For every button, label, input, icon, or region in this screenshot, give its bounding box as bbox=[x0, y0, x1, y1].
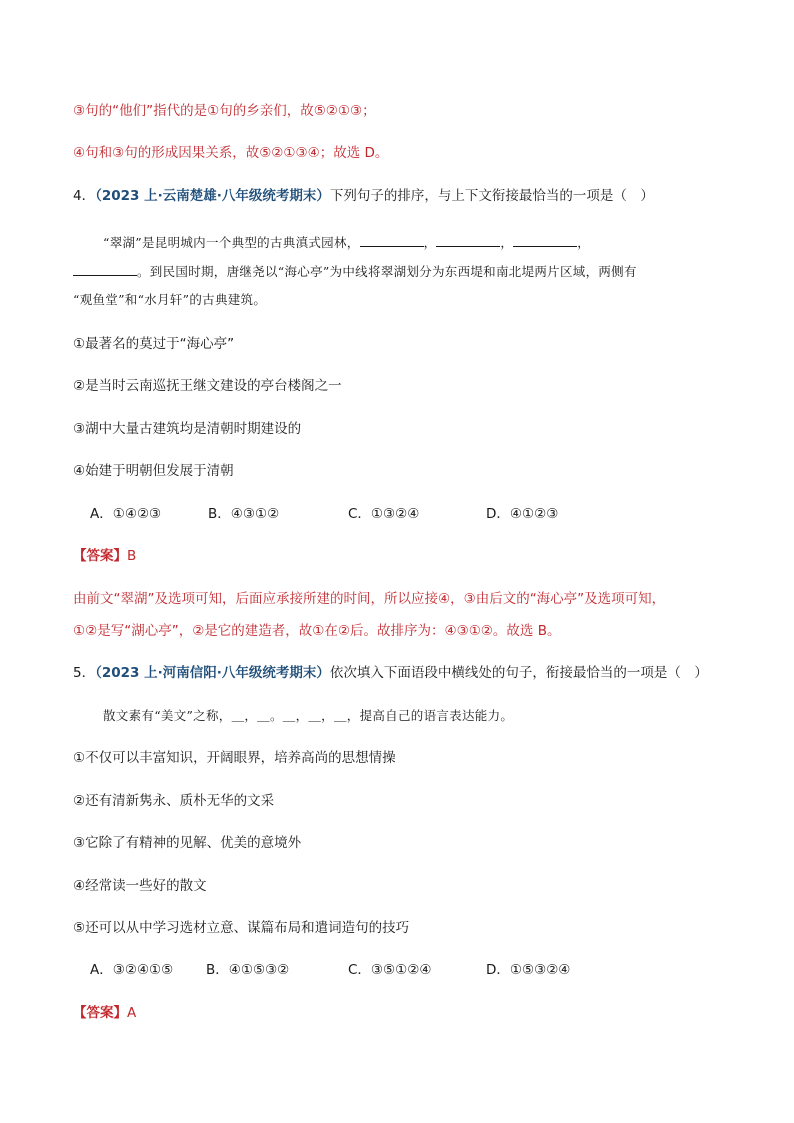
q3-analysis-line-1: ③句的“他们”指代的是①句的乡亲们，故⑤②①③； bbox=[73, 103, 376, 119]
q5-answer bbox=[73, 1003, 754, 1023]
q4-options bbox=[90, 504, 754, 524]
q4-item-1: ①最著名的莫过于“海心亭” bbox=[73, 336, 235, 352]
q4-blank-3 bbox=[513, 232, 577, 247]
q5-item-3: ③它除了有精神的见解、优美的意境外 bbox=[73, 835, 302, 851]
q5-source: （2023 上·河南信阳·八年级统考期末） bbox=[95, 665, 330, 681]
q5-prompt: 依次填入下面语段中横线处的句子，衔接最恰当的一项是（ ） bbox=[329, 665, 708, 681]
q4-prompt: 下列句子的排序，与上下文衔接最恰当的一项是（ ） bbox=[329, 188, 654, 204]
q5-options bbox=[90, 960, 754, 980]
q5-option-a: A．③②④①⑤ bbox=[90, 962, 174, 978]
q5-item-5: ⑤还可以从中学习选材立意、谋篇布局和遣词造句的技巧 bbox=[73, 920, 410, 936]
q4-sep: ， bbox=[423, 235, 437, 250]
q4-item-2: ②是当时云南巡抚王继文建设的亭台楼阁之一 bbox=[73, 378, 342, 394]
q4-option-d: D．④①②③ bbox=[486, 506, 559, 522]
q5-answer-label: 【答案】 bbox=[73, 1005, 127, 1021]
q5-number: 5． bbox=[73, 665, 96, 681]
q4-passage-line-1 bbox=[103, 232, 754, 253]
q5-item-1: ①不仅可以丰富知识，开阔眼界，培养高尚的思想情操 bbox=[73, 750, 396, 766]
q4-passage-end: 。到民国时期，唐继尧以“海心亭”为中线将翠湖划分为东西堤和南北堤两片区域，两侧有 bbox=[137, 264, 637, 279]
q4-sep: ， bbox=[577, 235, 591, 250]
q3-analysis-line-2: ④句和③句的形成因果关系，故⑤②①③④；故选 D。 bbox=[73, 145, 389, 161]
q4-question bbox=[73, 186, 754, 206]
q4-answer-value: B bbox=[127, 548, 137, 564]
q4-passage-start: “翠湖”是昆明城内一个典型的古典滇式园林， bbox=[103, 235, 360, 250]
q4-passage-line-3: “观鱼堂”和“水月轩”的古典建筑。 bbox=[73, 292, 267, 307]
q5-item-4: ④经常读一些好的散文 bbox=[73, 878, 207, 894]
q5-answer-value: A bbox=[127, 1005, 137, 1021]
q4-item-3: ③湖中大量古建筑均是清朝时期建设的 bbox=[73, 421, 302, 437]
q4-sep: ， bbox=[500, 235, 514, 250]
q4-number: 4． bbox=[73, 188, 96, 204]
q5-item-2: ②还有清新隽永、质朴无华的文采 bbox=[73, 793, 275, 809]
q4-passage-line-2 bbox=[73, 261, 754, 282]
q4-blank-1 bbox=[360, 232, 424, 247]
q4-item-4: ④始建于明朝但发展于清朝 bbox=[73, 463, 234, 479]
q4-source: （2023 上·云南楚雄·八年级统考期末） bbox=[95, 188, 330, 204]
q5-passage: 散文素有“美文”之称，＿，＿。＿，＿，＿，提高自己的语言表达能力。 bbox=[103, 708, 514, 723]
q5-option-b: B．④①⑤③② bbox=[206, 962, 290, 978]
q4-answer-label: 【答案】 bbox=[73, 548, 127, 564]
q4-blank-2 bbox=[436, 232, 500, 247]
q4-option-c: C．①③②④ bbox=[348, 506, 420, 522]
q5-option-d: D．①⑤③②④ bbox=[486, 962, 571, 978]
q4-answer bbox=[73, 546, 754, 566]
q5-option-c: C．③⑤①②④ bbox=[348, 962, 432, 978]
q5-question bbox=[73, 663, 754, 683]
q4-analysis-line-2: ①②是写“湖心亭”，②是它的建造者，故①在②后。故排序为：④③①②。故选 B。 bbox=[73, 623, 561, 639]
q4-option-a: A．①④②③ bbox=[90, 506, 162, 522]
q4-option-b: B．④③①② bbox=[208, 506, 280, 522]
q4-analysis-line-1: 由前文“翠湖”及选项可知，后面应承接所建的时间，所以应接④，③由后文的“海心亭”及选项可知， bbox=[73, 591, 666, 607]
q4-blank-4 bbox=[73, 261, 137, 276]
